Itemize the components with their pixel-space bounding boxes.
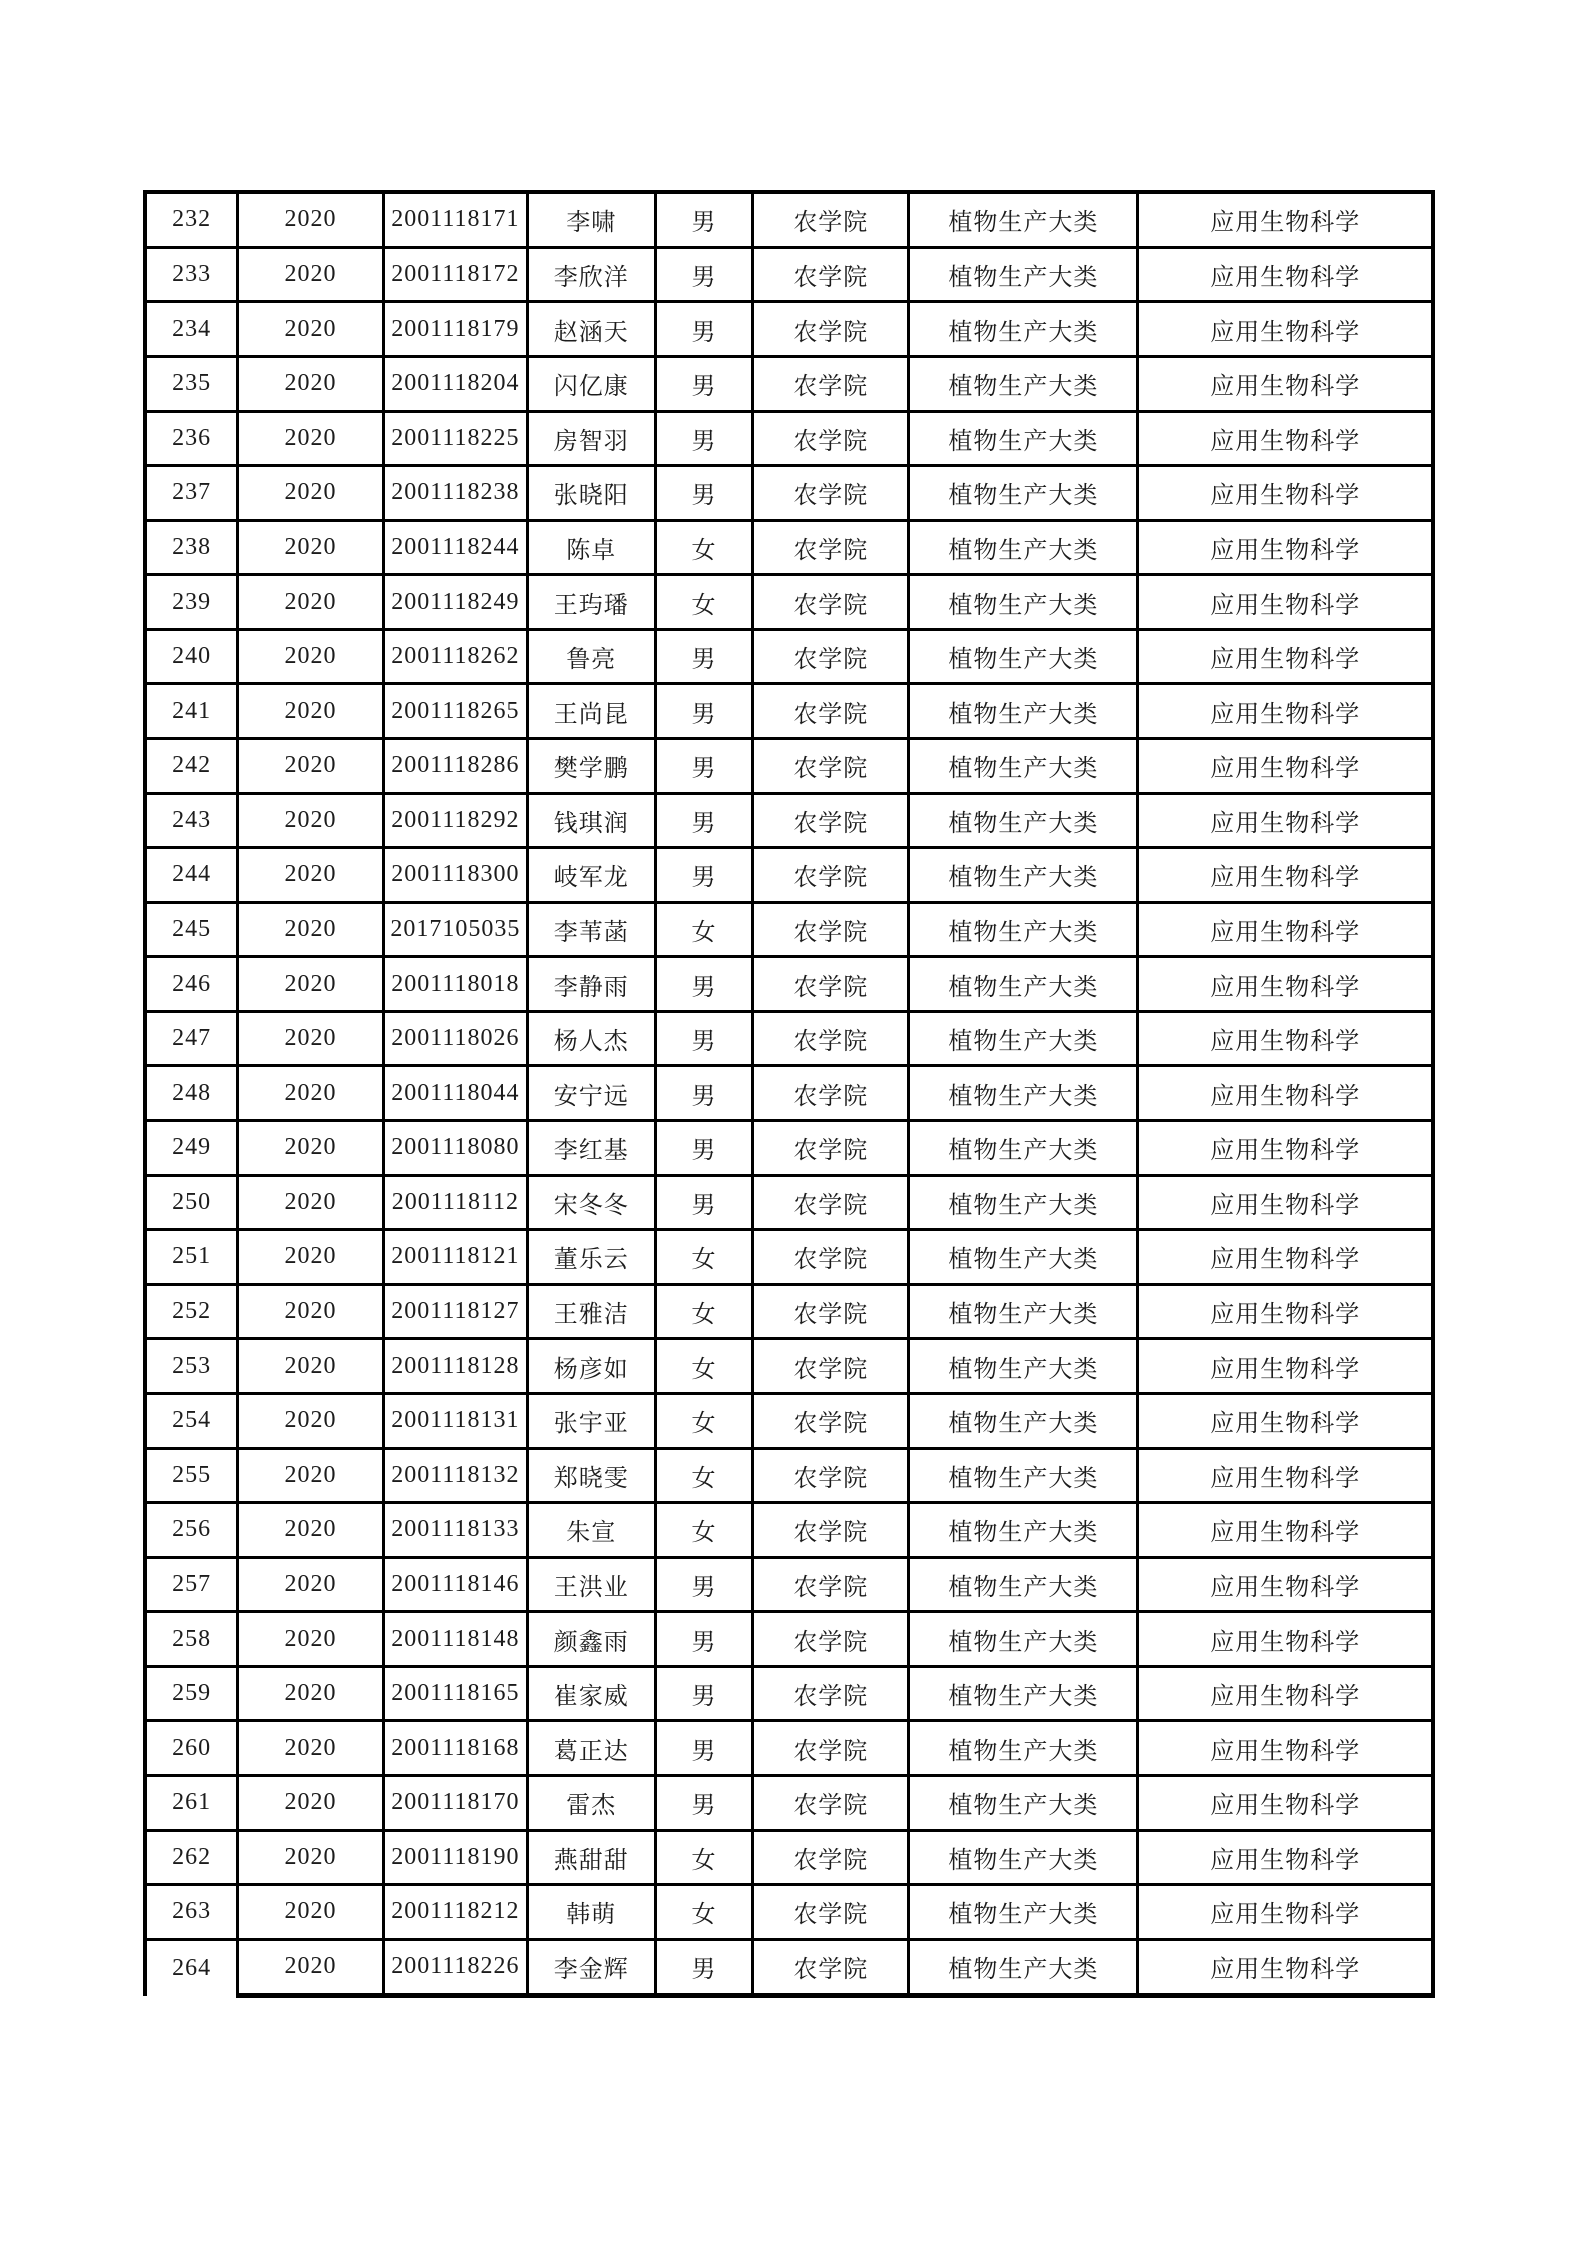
cell-major: 应用生物科学 <box>1138 466 1433 521</box>
cell-index: 242 <box>145 739 238 794</box>
cell-name: 朱宣 <box>528 1503 656 1558</box>
cell-gender: 女 <box>655 1230 753 1285</box>
cell-category: 植物生产大类 <box>909 848 1138 903</box>
cell-student-id: 2001118132 <box>383 1448 527 1503</box>
cell-year: 2020 <box>238 1830 384 1885</box>
cell-major: 应用生物科学 <box>1138 575 1433 630</box>
cell-gender: 女 <box>655 1885 753 1940</box>
cell-year: 2020 <box>238 1612 384 1667</box>
cell-name: 安宁远 <box>528 1066 656 1121</box>
cell-major: 应用生物科学 <box>1138 1448 1433 1503</box>
cell-major: 应用生物科学 <box>1138 684 1433 739</box>
table-row <box>145 1011 1433 1066</box>
cell-category: 植物生产大类 <box>909 1284 1138 1339</box>
cell-index: 249 <box>145 1121 238 1176</box>
cell-name: 李静雨 <box>528 957 656 1012</box>
cell-gender: 女 <box>655 520 753 575</box>
cell-year: 2020 <box>238 1175 384 1230</box>
cell-year: 2020 <box>238 739 384 794</box>
cell-year: 2020 <box>238 684 384 739</box>
cell-student-id: 2001118112 <box>383 1175 527 1230</box>
table-row <box>145 1939 1433 1995</box>
cell-college: 农学院 <box>753 1066 909 1121</box>
cell-student-id: 2001118300 <box>383 848 527 903</box>
cell-student-id: 2001118262 <box>383 629 527 684</box>
cell-year: 2020 <box>238 1448 384 1503</box>
cell-category: 植物生产大类 <box>909 1448 1138 1503</box>
cell-major: 应用生物科学 <box>1138 520 1433 575</box>
cell-year: 2020 <box>238 1393 384 1448</box>
table-row <box>145 1339 1433 1394</box>
table-row <box>145 302 1433 357</box>
cell-major: 应用生物科学 <box>1138 247 1433 302</box>
cell-category: 植物生产大类 <box>909 1230 1138 1285</box>
cell-college: 农学院 <box>753 1557 909 1612</box>
cell-college: 农学院 <box>753 1448 909 1503</box>
cell-student-id: 2001118148 <box>383 1612 527 1667</box>
cell-student-id: 2001118292 <box>383 793 527 848</box>
cell-student-id: 2001118190 <box>383 1830 527 1885</box>
cell-index: 244 <box>145 848 238 903</box>
cell-category: 植物生产大类 <box>909 1721 1138 1776</box>
table-row <box>145 1830 1433 1885</box>
cell-year: 2020 <box>238 247 384 302</box>
cell-index: 243 <box>145 793 238 848</box>
cell-gender: 男 <box>655 1175 753 1230</box>
cell-gender: 女 <box>655 1393 753 1448</box>
cell-student-id: 2001118131 <box>383 1393 527 1448</box>
cell-index: 264 <box>145 1939 238 1995</box>
cell-college: 农学院 <box>753 1339 909 1394</box>
cell-gender: 男 <box>655 1011 753 1066</box>
table-row <box>145 1721 1433 1776</box>
cell-student-id: 2001118127 <box>383 1284 527 1339</box>
cell-student-id: 2001118225 <box>383 411 527 466</box>
cell-name: 岐军龙 <box>528 848 656 903</box>
student-roster-table <box>143 190 1435 1998</box>
cell-college: 农学院 <box>753 520 909 575</box>
cell-major: 应用生物科学 <box>1138 957 1433 1012</box>
cell-category: 植物生产大类 <box>909 1393 1138 1448</box>
cell-gender: 男 <box>655 793 753 848</box>
cell-year: 2020 <box>238 1503 384 1558</box>
table-row <box>145 793 1433 848</box>
cell-student-id: 2001118171 <box>383 192 527 247</box>
cell-category: 植物生产大类 <box>909 520 1138 575</box>
cell-student-id: 2001118026 <box>383 1011 527 1066</box>
cell-category: 植物生产大类 <box>909 302 1138 357</box>
cell-major: 应用生物科学 <box>1138 793 1433 848</box>
cell-category: 植物生产大类 <box>909 575 1138 630</box>
cell-year: 2020 <box>238 1666 384 1721</box>
cell-gender: 女 <box>655 1448 753 1503</box>
cell-index: 238 <box>145 520 238 575</box>
cell-student-id: 2001118172 <box>383 247 527 302</box>
cell-name: 颜鑫雨 <box>528 1612 656 1667</box>
cell-index: 253 <box>145 1339 238 1394</box>
cell-year: 2020 <box>238 1885 384 1940</box>
cell-name: 董乐云 <box>528 1230 656 1285</box>
cell-college: 农学院 <box>753 739 909 794</box>
cell-name: 李红基 <box>528 1121 656 1176</box>
cell-major: 应用生物科学 <box>1138 302 1433 357</box>
table-row <box>145 520 1433 575</box>
cell-student-id: 2017105035 <box>383 902 527 957</box>
cell-college: 农学院 <box>753 1393 909 1448</box>
cell-category: 植物生产大类 <box>909 1939 1138 1995</box>
cell-major: 应用生物科学 <box>1138 629 1433 684</box>
cell-gender: 女 <box>655 1284 753 1339</box>
cell-gender: 男 <box>655 1557 753 1612</box>
cell-index: 263 <box>145 1885 238 1940</box>
table-row <box>145 575 1433 630</box>
cell-category: 植物生产大类 <box>909 1885 1138 1940</box>
cell-category: 植物生产大类 <box>909 1011 1138 1066</box>
cell-category: 植物生产大类 <box>909 356 1138 411</box>
cell-student-id: 2001118249 <box>383 575 527 630</box>
table-row <box>145 1121 1433 1176</box>
table-row <box>145 1612 1433 1667</box>
cell-college: 农学院 <box>753 1830 909 1885</box>
table-row <box>145 1284 1433 1339</box>
cell-gender: 男 <box>655 247 753 302</box>
cell-category: 植物生产大类 <box>909 1121 1138 1176</box>
cell-college: 农学院 <box>753 1939 909 1995</box>
cell-index: 236 <box>145 411 238 466</box>
cell-category: 植物生产大类 <box>909 902 1138 957</box>
cell-year: 2020 <box>238 1775 384 1830</box>
table-row <box>145 247 1433 302</box>
cell-year: 2020 <box>238 356 384 411</box>
cell-college: 农学院 <box>753 247 909 302</box>
cell-college: 农学院 <box>753 356 909 411</box>
cell-index: 255 <box>145 1448 238 1503</box>
cell-index: 240 <box>145 629 238 684</box>
cell-name: 宋冬冬 <box>528 1175 656 1230</box>
cell-index: 233 <box>145 247 238 302</box>
cell-category: 植物生产大类 <box>909 1339 1138 1394</box>
cell-name: 张宇亚 <box>528 1393 656 1448</box>
cell-year: 2020 <box>238 848 384 903</box>
cell-gender: 男 <box>655 1939 753 1995</box>
cell-gender: 女 <box>655 1503 753 1558</box>
cell-year: 2020 <box>238 1557 384 1612</box>
cell-category: 植物生产大类 <box>909 739 1138 794</box>
cell-college: 农学院 <box>753 1230 909 1285</box>
table-row <box>145 1066 1433 1121</box>
cell-major: 应用生物科学 <box>1138 1230 1433 1285</box>
cell-year: 2020 <box>238 1121 384 1176</box>
table-row <box>145 848 1433 903</box>
cell-index: 262 <box>145 1830 238 1885</box>
cell-category: 植物生产大类 <box>909 411 1138 466</box>
cell-year: 2020 <box>238 1230 384 1285</box>
cell-index: 248 <box>145 1066 238 1121</box>
cell-year: 2020 <box>238 1339 384 1394</box>
cell-college: 农学院 <box>753 1503 909 1558</box>
cell-index: 256 <box>145 1503 238 1558</box>
student-table-body <box>145 192 1433 1996</box>
table-row <box>145 684 1433 739</box>
cell-student-id: 2001118165 <box>383 1666 527 1721</box>
table-row <box>145 411 1433 466</box>
cell-name: 葛正达 <box>528 1721 656 1776</box>
table-row <box>145 1666 1433 1721</box>
cell-gender: 男 <box>655 848 753 903</box>
cell-name: 杨人杰 <box>528 1011 656 1066</box>
cell-gender: 男 <box>655 684 753 739</box>
cell-year: 2020 <box>238 1721 384 1776</box>
cell-name: 燕甜甜 <box>528 1830 656 1885</box>
cell-gender: 女 <box>655 902 753 957</box>
cell-name: 钱琪润 <box>528 793 656 848</box>
table-row <box>145 739 1433 794</box>
cell-name: 李苇菡 <box>528 902 656 957</box>
cell-name: 崔家威 <box>528 1666 656 1721</box>
cell-college: 农学院 <box>753 1011 909 1066</box>
table-row <box>145 466 1433 521</box>
cell-category: 植物生产大类 <box>909 247 1138 302</box>
cell-gender: 女 <box>655 575 753 630</box>
cell-major: 应用生物科学 <box>1138 1721 1433 1776</box>
cell-category: 植物生产大类 <box>909 629 1138 684</box>
cell-name: 王玙璠 <box>528 575 656 630</box>
cell-student-id: 2001118121 <box>383 1230 527 1285</box>
cell-student-id: 2001118080 <box>383 1121 527 1176</box>
cell-category: 植物生产大类 <box>909 793 1138 848</box>
cell-student-id: 2001118170 <box>383 1775 527 1830</box>
cell-student-id: 2001118204 <box>383 356 527 411</box>
cell-major: 应用生物科学 <box>1138 1830 1433 1885</box>
cell-year: 2020 <box>238 629 384 684</box>
cell-gender: 男 <box>655 739 753 794</box>
cell-year: 2020 <box>238 902 384 957</box>
table-row <box>145 1393 1433 1448</box>
cell-year: 2020 <box>238 793 384 848</box>
cell-college: 农学院 <box>753 957 909 1012</box>
cell-index: 235 <box>145 356 238 411</box>
cell-college: 农学院 <box>753 684 909 739</box>
cell-gender: 男 <box>655 957 753 1012</box>
cell-name: 赵涵天 <box>528 302 656 357</box>
cell-college: 农学院 <box>753 902 909 957</box>
cell-major: 应用生物科学 <box>1138 411 1433 466</box>
cell-student-id: 2001118128 <box>383 1339 527 1394</box>
cell-student-id: 2001118286 <box>383 739 527 794</box>
cell-college: 农学院 <box>753 1666 909 1721</box>
cell-gender: 男 <box>655 411 753 466</box>
cell-year: 2020 <box>238 192 384 247</box>
cell-index: 257 <box>145 1557 238 1612</box>
cell-student-id: 2001118226 <box>383 1939 527 1995</box>
cell-index: 252 <box>145 1284 238 1339</box>
cell-name: 郑晓雯 <box>528 1448 656 1503</box>
cell-year: 2020 <box>238 1939 384 1995</box>
cell-name: 房智羽 <box>528 411 656 466</box>
cell-name: 杨彦如 <box>528 1339 656 1394</box>
cell-major: 应用生物科学 <box>1138 1885 1433 1940</box>
cell-year: 2020 <box>238 1011 384 1066</box>
cell-college: 农学院 <box>753 793 909 848</box>
cell-name: 雷杰 <box>528 1775 656 1830</box>
cell-year: 2020 <box>238 575 384 630</box>
cell-major: 应用生物科学 <box>1138 902 1433 957</box>
cell-index: 247 <box>145 1011 238 1066</box>
table-row <box>145 1503 1433 1558</box>
table-row <box>145 1175 1433 1230</box>
cell-name: 李金辉 <box>528 1939 656 1995</box>
cell-gender: 男 <box>655 1721 753 1776</box>
cell-student-id: 2001118044 <box>383 1066 527 1121</box>
cell-year: 2020 <box>238 302 384 357</box>
cell-gender: 男 <box>655 192 753 247</box>
cell-category: 植物生产大类 <box>909 1503 1138 1558</box>
cell-name: 闪亿康 <box>528 356 656 411</box>
table-row <box>145 1448 1433 1503</box>
cell-student-id: 2001118018 <box>383 957 527 1012</box>
cell-major: 应用生物科学 <box>1138 1121 1433 1176</box>
cell-gender: 男 <box>655 1121 753 1176</box>
cell-gender: 男 <box>655 1666 753 1721</box>
cell-college: 农学院 <box>753 192 909 247</box>
cell-major: 应用生物科学 <box>1138 739 1433 794</box>
table-row <box>145 192 1433 247</box>
cell-category: 植物生产大类 <box>909 957 1138 1012</box>
cell-college: 农学院 <box>753 1721 909 1776</box>
cell-index: 232 <box>145 192 238 247</box>
cell-category: 植物生产大类 <box>909 1175 1138 1230</box>
cell-gender: 男 <box>655 466 753 521</box>
cell-year: 2020 <box>238 411 384 466</box>
cell-college: 农学院 <box>753 1175 909 1230</box>
cell-student-id: 2001118244 <box>383 520 527 575</box>
cell-college: 农学院 <box>753 466 909 521</box>
cell-student-id: 2001118179 <box>383 302 527 357</box>
cell-major: 应用生物科学 <box>1138 192 1433 247</box>
cell-student-id: 2001118265 <box>383 684 527 739</box>
cell-major: 应用生物科学 <box>1138 848 1433 903</box>
cell-college: 农学院 <box>753 1612 909 1667</box>
cell-college: 农学院 <box>753 1775 909 1830</box>
cell-index: 251 <box>145 1230 238 1285</box>
cell-major: 应用生物科学 <box>1138 1939 1433 1995</box>
cell-category: 植物生产大类 <box>909 1830 1138 1885</box>
cell-gender: 男 <box>655 629 753 684</box>
cell-name: 陈卓 <box>528 520 656 575</box>
table-row <box>145 1775 1433 1830</box>
cell-name: 王尚昆 <box>528 684 656 739</box>
cell-gender: 女 <box>655 1830 753 1885</box>
cell-gender: 男 <box>655 1775 753 1830</box>
cell-index: 237 <box>145 466 238 521</box>
cell-name: 张晓阳 <box>528 466 656 521</box>
cell-index: 239 <box>145 575 238 630</box>
cell-name: 李欣洋 <box>528 247 656 302</box>
cell-index: 234 <box>145 302 238 357</box>
cell-name: 鲁亮 <box>528 629 656 684</box>
cell-year: 2020 <box>238 1284 384 1339</box>
cell-student-id: 2001118133 <box>383 1503 527 1558</box>
cell-college: 农学院 <box>753 1121 909 1176</box>
cell-category: 植物生产大类 <box>909 1612 1138 1667</box>
table-row <box>145 1230 1433 1285</box>
cell-category: 植物生产大类 <box>909 1557 1138 1612</box>
cell-gender: 男 <box>655 1066 753 1121</box>
cell-gender: 男 <box>655 302 753 357</box>
cell-year: 2020 <box>238 1066 384 1121</box>
cell-major: 应用生物科学 <box>1138 1612 1433 1667</box>
table-row <box>145 1885 1433 1940</box>
cell-name: 樊学鹏 <box>528 739 656 794</box>
table-row <box>145 902 1433 957</box>
cell-index: 246 <box>145 957 238 1012</box>
cell-category: 植物生产大类 <box>909 466 1138 521</box>
cell-major: 应用生物科学 <box>1138 1393 1433 1448</box>
cell-student-id: 2001118168 <box>383 1721 527 1776</box>
cell-major: 应用生物科学 <box>1138 1775 1433 1830</box>
cell-major: 应用生物科学 <box>1138 1666 1433 1721</box>
cell-major: 应用生物科学 <box>1138 1011 1433 1066</box>
cell-major: 应用生物科学 <box>1138 1066 1433 1121</box>
cell-college: 农学院 <box>753 575 909 630</box>
cell-category: 植物生产大类 <box>909 1666 1138 1721</box>
cell-student-id: 2001118146 <box>383 1557 527 1612</box>
cell-name: 王雅洁 <box>528 1284 656 1339</box>
cell-major: 应用生物科学 <box>1138 1503 1433 1558</box>
cell-category: 植物生产大类 <box>909 1775 1138 1830</box>
table-row <box>145 356 1433 411</box>
cell-gender: 男 <box>655 356 753 411</box>
cell-category: 植物生产大类 <box>909 192 1138 247</box>
cell-college: 农学院 <box>753 1885 909 1940</box>
cell-index: 258 <box>145 1612 238 1667</box>
cell-index: 250 <box>145 1175 238 1230</box>
cell-major: 应用生物科学 <box>1138 1339 1433 1394</box>
cell-college: 农学院 <box>753 848 909 903</box>
cell-index: 261 <box>145 1775 238 1830</box>
cell-major: 应用生物科学 <box>1138 356 1433 411</box>
cell-index: 260 <box>145 1721 238 1776</box>
cell-year: 2020 <box>238 466 384 521</box>
cell-college: 农学院 <box>753 1284 909 1339</box>
cell-index: 254 <box>145 1393 238 1448</box>
cell-college: 农学院 <box>753 302 909 357</box>
cell-year: 2020 <box>238 957 384 1012</box>
cell-major: 应用生物科学 <box>1138 1175 1433 1230</box>
cell-index: 241 <box>145 684 238 739</box>
cell-name: 李啸 <box>528 192 656 247</box>
cell-year: 2020 <box>238 520 384 575</box>
cell-gender: 男 <box>655 1612 753 1667</box>
cell-major: 应用生物科学 <box>1138 1557 1433 1612</box>
cell-category: 植物生产大类 <box>909 684 1138 739</box>
cell-college: 农学院 <box>753 629 909 684</box>
cell-college: 农学院 <box>753 411 909 466</box>
table-row <box>145 629 1433 684</box>
cell-index: 259 <box>145 1666 238 1721</box>
cell-name: 韩萌 <box>528 1885 656 1940</box>
cell-gender: 女 <box>655 1339 753 1394</box>
table-row <box>145 957 1433 1012</box>
cell-name: 王洪业 <box>528 1557 656 1612</box>
cell-index: 245 <box>145 902 238 957</box>
cell-major: 应用生物科学 <box>1138 1284 1433 1339</box>
cell-student-id: 2001118212 <box>383 1885 527 1940</box>
table-row <box>145 1557 1433 1612</box>
cell-student-id: 2001118238 <box>383 466 527 521</box>
cell-category: 植物生产大类 <box>909 1066 1138 1121</box>
